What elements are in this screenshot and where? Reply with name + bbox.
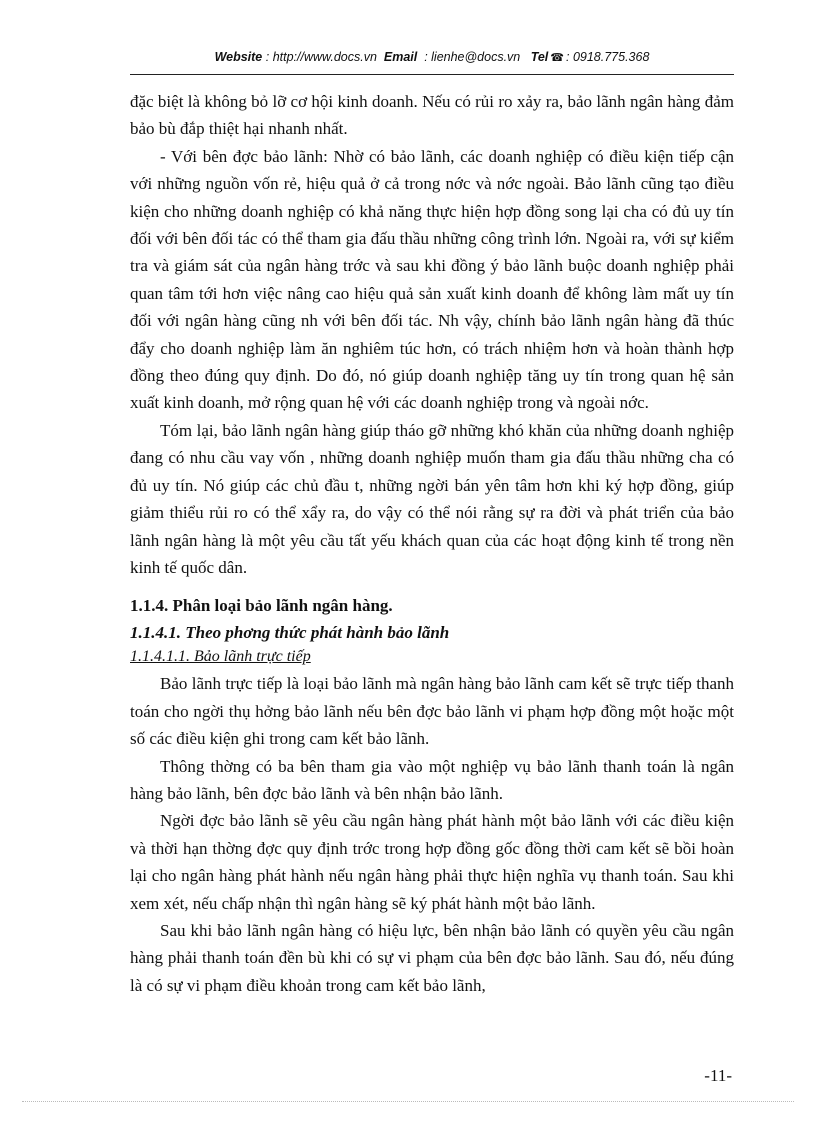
phone-icon: ☎ bbox=[550, 52, 564, 64]
paragraph-6: Ngời đợc bảo lãnh sẽ yêu cầu ngân hàng phát hành một bảo lãnh với các điều kiện và thời hạn thờng đợc quy định trớc trong hợp đồng gốc đồng thời cam kết sẽ bồi hoàn lại cho ngân hàng phát hành nếu ngân hàng phải thực hiện nghĩa vụ thanh toán. Sau khi xem xét, nếu chấp nhận thì ngân hàng sẽ ký phát hành một bảo lãnh. bbox=[130, 811, 734, 913]
page-number: -11- bbox=[704, 1066, 732, 1085]
website-value: : http://www.docs.vn bbox=[265, 50, 377, 64]
subsubsection-heading: 1.1.4.1.1. Bảo lãnh trực tiếp bbox=[130, 648, 311, 666]
website-label: Website bbox=[214, 50, 263, 64]
email-label: Email bbox=[383, 50, 418, 64]
page-header bbox=[130, 50, 734, 75]
paragraph-3: Tóm lại, bảo lãnh ngân hàng giúp tháo gỡ những khó khăn của những doanh nghiệp đang có nhu cầu vay vốn , những doanh nghiệp muốn tham gia đấu thầu những cha có đủ uy tín. Nó giúp các chủ đầu t, những ngời bán yên tâm hơn khi ký hợp đồng, giúp giảm thiểu rủi ro có thể xẩy ra, do vậy có thể nói rằng sự ra đời và phát triển của bảo lãnh ngân hàng là một yêu cầu tất yếu khách quan của các hoạt động kinh tế trong nền kinh tế quốc dân. bbox=[130, 420, 734, 577]
section-heading: 1.1.4. Phân loại bảo lãnh ngân hàng. bbox=[130, 596, 393, 616]
tel-label: Tel bbox=[530, 50, 549, 64]
page-body bbox=[130, 88, 734, 999]
paragraph-7: Sau khi bảo lãnh ngân hàng có hiệu lực, bên nhận bảo lãnh có quyền yêu cầu ngân hàng phải thanh toán đền bù khi có sự vi phạm của bên đợc bảo lãnh. Sau đó, nếu đúng là có sự vi phạm điều khoản trong cam kết bảo lãnh, bbox=[130, 920, 734, 995]
paragraph-2: - Với bên đợc bảo lãnh: Nhờ có bảo lãnh, các doanh nghiệp có điều kiện tiếp cận với những nguồn vốn rẻ, hiệu quả ở cả trong nớc và nớc ngoài. Bảo lãnh cũng tạo điều kiện cho những doanh nghiệp có khả năng thực hiện hợp đồng song lại cha có đủ uy tín đối với bên đối tác có thể tham gia đấu thầu những công trình lớn. Ngoài ra, với sự kiểm tra và giám sát của ngân hàng trớc và sau khi đồng ý bảo lãnh buộc doanh nghiệp phải quan tâm tới hơn việc nâng cao hiệu quả sản xuất kinh doanh để không làm mất uy tín đối với ngân hàng cũng nh với bên đối tác. Nh vậy, chính bảo lãnh ngân hàng đã thúc đẩy cho doanh nghiệp làm ăn nghiêm túc hơn, có trách nhiệm hơn và hoàn thành hợp đồng theo đúng quy định. Do đó, nó giúp doanh nghiệp tăng uy tín trong quan hệ sản xuất kinh doanh, mở rộng quan hệ với các doanh nghiệp trong và ngoài nớc. bbox=[130, 146, 734, 413]
paragraph-1: đặc biệt là không bỏ lỡ cơ hội kinh doanh. Nếu có rủi ro xảy ra, bảo lãnh ngân hàng đảm bảo bù đắp thiệt hại nhanh nhất. bbox=[130, 92, 734, 139]
paragraph-4: Bảo lãnh trực tiếp là loại bảo lãnh mà ngân hàng bảo lãnh cam kết sẽ trực tiếp thanh toán cho ngời thụ hởng bảo lãnh nếu bên đợc bảo lãnh vi phạm hợp đồng một hoặc một số các điều kiện ghi trong cam kết bảo lãnh. bbox=[130, 674, 734, 749]
subsection-heading: 1.1.4.1. Theo phơng thức phát hành bảo lãnh bbox=[130, 623, 450, 643]
footer-divider bbox=[22, 1101, 794, 1102]
tel-value: : 0918.775.368 bbox=[566, 50, 650, 64]
paragraph-5: Thông thờng có ba bên tham gia vào một nghiệp vụ bảo lãnh thanh toán là ngân hàng bảo lãnh, bên đợc bảo lãnh và bên nhận bảo lãnh. bbox=[130, 756, 734, 803]
email-value: : lienhe@docs.vn bbox=[424, 50, 521, 64]
